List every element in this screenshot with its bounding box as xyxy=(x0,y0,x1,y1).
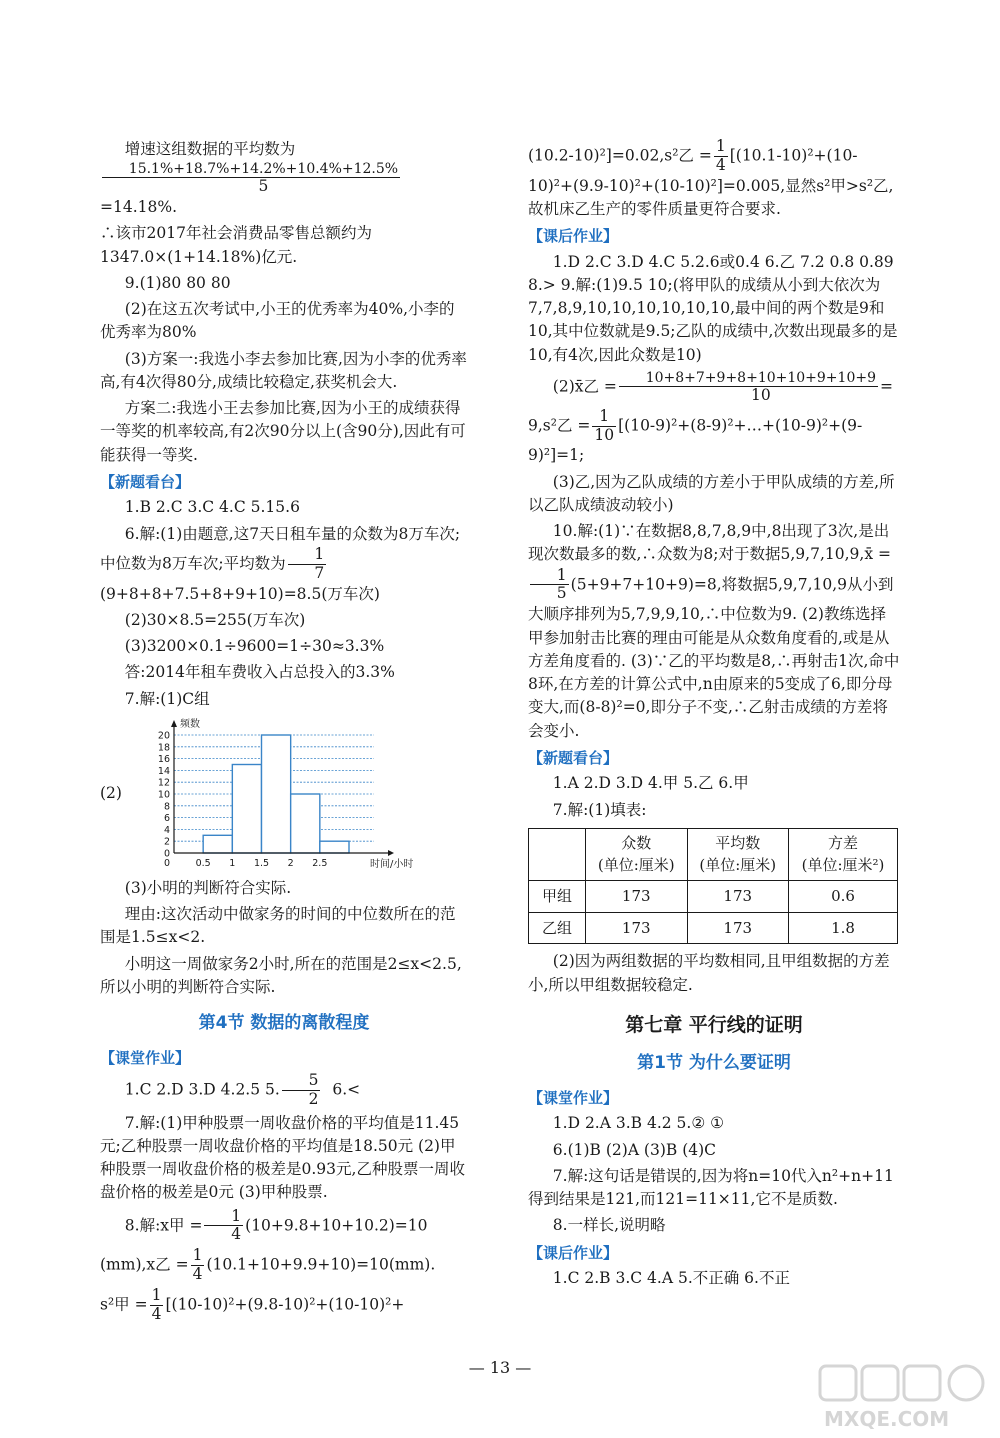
fraction: $\frac{1}{4}$ xyxy=(715,137,726,174)
paragraph: 8.一样长,说明略 xyxy=(552,1216,666,1235)
y-tick-label: 6 xyxy=(163,812,170,824)
paragraph: 理由:这次活动中做家务的时间的中位数所在的范围是1.5≤x<2. xyxy=(100,905,456,947)
paragraph: 7.解:(1)填表: xyxy=(552,800,647,819)
fraction: $\frac{15.1\%+18.7\%+14.2\%+10.4\%+12.5\%}{5}$ xyxy=(102,161,400,196)
paragraph: ∴该市2017年社会消费品零售总额约为1347.0×(1+14.18%)亿元. xyxy=(100,224,372,266)
answer-line: 1.C 2.D 3.D 4.2.5 5. $\frac{5}{2}$ 6.< xyxy=(124,1071,361,1108)
paragraph: (2)x̄乙 = $\frac{10+8+7+9+8+10+10+9+10+9}{10}$ = xyxy=(552,369,893,404)
paragraph: s²甲 = $\frac{1}{4}$ [(10-10)²+(9.8-10)²+(10-10)²+ xyxy=(100,1285,405,1323)
x-tick-label: 2.5 xyxy=(312,857,328,869)
answer-line: 1.D 2.A 3.B 4.2 5.② ① xyxy=(552,1114,725,1133)
paragraph: (3)小明的判断符合实际. xyxy=(124,878,292,897)
fraction: $\frac{1}{4}$ xyxy=(204,1208,243,1245)
y-tick-label: 18 xyxy=(157,742,170,754)
paragraph: 7.解:(1)甲种股票一周收盘价格的平均值是11.45元;乙种股票一周收盘价格的平均值是18.50元 (2)甲种股票一周收盘价格的极差是0.93元,乙种股票一周收盘价格的极差是0元 (3)甲种股票. xyxy=(100,1113,465,1202)
fraction: $\frac{5}{2}$ xyxy=(282,1072,321,1109)
fraction: $\frac{10+8+7+9+8+10+10+9+10+9}{10}$ xyxy=(619,370,878,405)
table-corner-cell xyxy=(529,828,586,881)
section-tag: 【课后作业】 xyxy=(528,1243,619,1262)
paragraph: 6.解:(1)由题意,这7天日租车量的众数为8万车次;中位数为8万车次;平均数为 $\frac{1}{7}$ (9+8+8+7.5+8+9+10)=8.5(万车次) xyxy=(100,524,461,603)
x-tick-label: 1.5 xyxy=(253,857,270,869)
chart-label: (2) xyxy=(100,784,122,803)
paragraph xyxy=(100,138,468,219)
paragraph: 10.解:(1)∵在数据8,8,7,8,9中,8出现了3次,是出现次数最多的数,∴众数为8;对于数据5,9,7,10,9,x̄ = $\frac{1}{5}$ (5+9+7+10+9)=8,将数据5,9,7,10,9从小到大顺序排列为5,7,9,9,10,∴中位数为9. (2)教练选择甲参加射击比赛的理由可能是从众数角度看的,或是从方差角度看的. (3)∵乙的平均数是8,∴再射击1次,命中8环,在方差的计算公式中,n由原来的5变成了6,即分母变大,而(8-8)²=0,即分子不变,∴乙射击成绩的方差将会变小. xyxy=(528,522,900,740)
table-cell: 173 xyxy=(586,881,688,913)
fraction: $\frac{1}{5}$ xyxy=(530,567,569,604)
table-cell: 甲组 xyxy=(529,881,586,913)
paragraph: 9,s²乙 = $\frac{1}{10}$ [(10-9)²+(8-9)²+…+(10-9)²+(9-9)²]=1; xyxy=(528,406,863,465)
left-column xyxy=(100,138,468,1327)
text: 增速这组数据的平均数为 xyxy=(124,140,296,158)
table-header-row xyxy=(529,828,898,881)
paragraph: 7.解:(1)C组 xyxy=(124,689,210,708)
fraction: $\frac{1}{7}$ xyxy=(288,546,327,583)
y-tick-label: 4 xyxy=(163,824,170,836)
section-title: 第4节 数据的离散程度 xyxy=(198,1013,370,1034)
paragraph: (10.2-10)²]=0.02,s²乙 = $\frac{1}{4}$ [(10.1-10)²+(10-10)²+(9.9-10)²+(10-10)²]=0.005,显然s²甲>s²乙,故机床乙生产的零件质量更符合要求. xyxy=(528,137,894,218)
watermark-logo xyxy=(818,1362,988,1432)
paragraph: 方案二:我选小王去参加比赛,因为小王的成绩获得一等奖的机率较高,有2次90分以上(含90分),因此有可能获得一等奖. xyxy=(100,399,466,464)
right-column xyxy=(528,138,900,1293)
fraction: $\frac{1}{4}$ xyxy=(192,1246,203,1284)
y-tick-label: 0 xyxy=(163,848,170,860)
table-header-cell: 众数 (单位:厘米) xyxy=(586,828,688,881)
answer-line: 1.C 2.B 3.C 4.A 5.不正确 6.不正 xyxy=(552,1269,790,1288)
x-tick-label: 1 xyxy=(229,857,236,869)
y-axis-label: 频数 xyxy=(180,718,200,730)
answer-line: 6.(1)B (2)A (3)B (4)C xyxy=(552,1140,717,1159)
section-tag: 【课后作业】 xyxy=(528,227,619,246)
y-tick-label: 16 xyxy=(157,753,170,765)
paragraph: 7.解:这句话是错误的,因为将n=10代入n²+n+11得到结果是121,而121=11×11,它不是质数. xyxy=(528,1166,894,1209)
histogram-bar xyxy=(291,794,320,853)
watermark-text: MXQE.COM xyxy=(824,1407,950,1431)
section-title: 第1节 为什么要证明 xyxy=(637,1053,791,1074)
answer-line: 1.A 2.D 3.D 4.甲 5.乙 6.甲 xyxy=(552,774,749,793)
table-cell: 173 xyxy=(687,912,789,944)
table-cell: 173 xyxy=(586,912,688,944)
paragraph: (2)在这五次考试中,小王的优秀率为40%,小李的优秀率为80% xyxy=(100,300,455,342)
page-number: — 13 — xyxy=(468,1358,532,1377)
table-cell: 1.8 xyxy=(789,912,898,944)
section-tag: 【课堂作业】 xyxy=(528,1088,619,1107)
table-row xyxy=(529,912,898,944)
paragraph: (3)方案一:我选小李去参加比赛,因为小李的优秀率高,有4次得80分,成绩比较稳定,获奖机会大. xyxy=(100,349,467,391)
section-tag: 【课堂作业】 xyxy=(100,1048,191,1067)
x-tick-label: 0.5 xyxy=(195,857,211,869)
chapter-title: 第七章 平行线的证明 xyxy=(625,1013,803,1036)
text: =14.18%. xyxy=(100,198,178,217)
x-axis-label: 时间/小时 xyxy=(370,858,414,870)
histogram-bar xyxy=(262,735,291,853)
paragraph: 1.D 2.C 3.D 4.C 5.2.6或0.4 6.乙 7.2 0.8 0.89 8.> 9.解:(1)9.5 10;(将甲队的成绩从小到大依次为7,7,8,9,10,10,10,10,10,10,最中间的两个数是9和10,其中位数就是9.5;乙队的成绩中,次数出现最多的是10,有4次,因此众数是10) xyxy=(528,252,898,364)
paragraph: (3)3200×0.1÷9600=1÷30≈3.3% xyxy=(124,637,385,656)
section-tag: 【新题看台】 xyxy=(100,472,191,491)
paragraph: (3)乙,因为乙队成绩的方差小于甲队成绩的方差,所以乙队成绩波动较小) xyxy=(528,472,895,514)
fraction: $\frac{1}{10}$ xyxy=(594,406,615,444)
table-cell: 0.6 xyxy=(789,881,898,913)
table-cell: 173 xyxy=(687,881,789,913)
x-axis-arrow xyxy=(388,850,394,856)
y-tick-label: 10 xyxy=(157,789,170,801)
table-cell: 乙组 xyxy=(529,912,586,944)
stats-table xyxy=(528,828,898,945)
paragraph: 小明这一周做家务2小时,所在的范围是2≤x<2.5,所以小明的判断符合实际. xyxy=(100,954,462,996)
paragraph: (2)30×8.5=255(万车次) xyxy=(124,610,306,629)
table-header-cell: 方差 (单位:厘米²) xyxy=(789,828,898,881)
section-tag: 【新题看台】 xyxy=(528,748,619,767)
table-header-cell: 平均数 (单位:厘米) xyxy=(687,828,789,881)
histogram-bar xyxy=(203,835,232,853)
x-tick-label: 2 xyxy=(287,857,294,869)
histogram-chart xyxy=(136,715,436,873)
histogram-block xyxy=(100,715,468,873)
histogram-bar xyxy=(232,764,261,853)
paragraph: 8.解:x甲 = $\frac{1}{4}$ (10+9.8+10+10.2)=10 xyxy=(124,1206,428,1244)
fraction: $\frac{1}{4}$ xyxy=(151,1285,162,1323)
origin-label: 0 xyxy=(163,857,170,869)
answer-line: 1.B 2.C 3.C 4.C 5.15.6 xyxy=(124,498,300,517)
histogram-bar xyxy=(320,841,349,853)
y-tick-label: 20 xyxy=(157,730,170,742)
y-tick-label: 2 xyxy=(163,836,170,848)
y-tick-label: 14 xyxy=(157,765,170,777)
paragraph: 答:2014年租车费收入占总投入的3.3% xyxy=(124,663,395,682)
paragraph: (2)因为两组数据的平均数相同,且甲组数据的方差小,所以甲组数据较稳定. xyxy=(528,952,890,994)
y-tick-label: 8 xyxy=(163,801,170,813)
y-tick-label: 12 xyxy=(157,777,170,789)
paragraph: (mm),x乙 = $\frac{1}{4}$ (10.1+10+9.9+10)=10(mm). xyxy=(100,1246,436,1284)
y-axis-arrow xyxy=(171,720,177,727)
paragraph: 9.(1)80 80 80 xyxy=(124,273,231,292)
table-row xyxy=(529,881,898,913)
